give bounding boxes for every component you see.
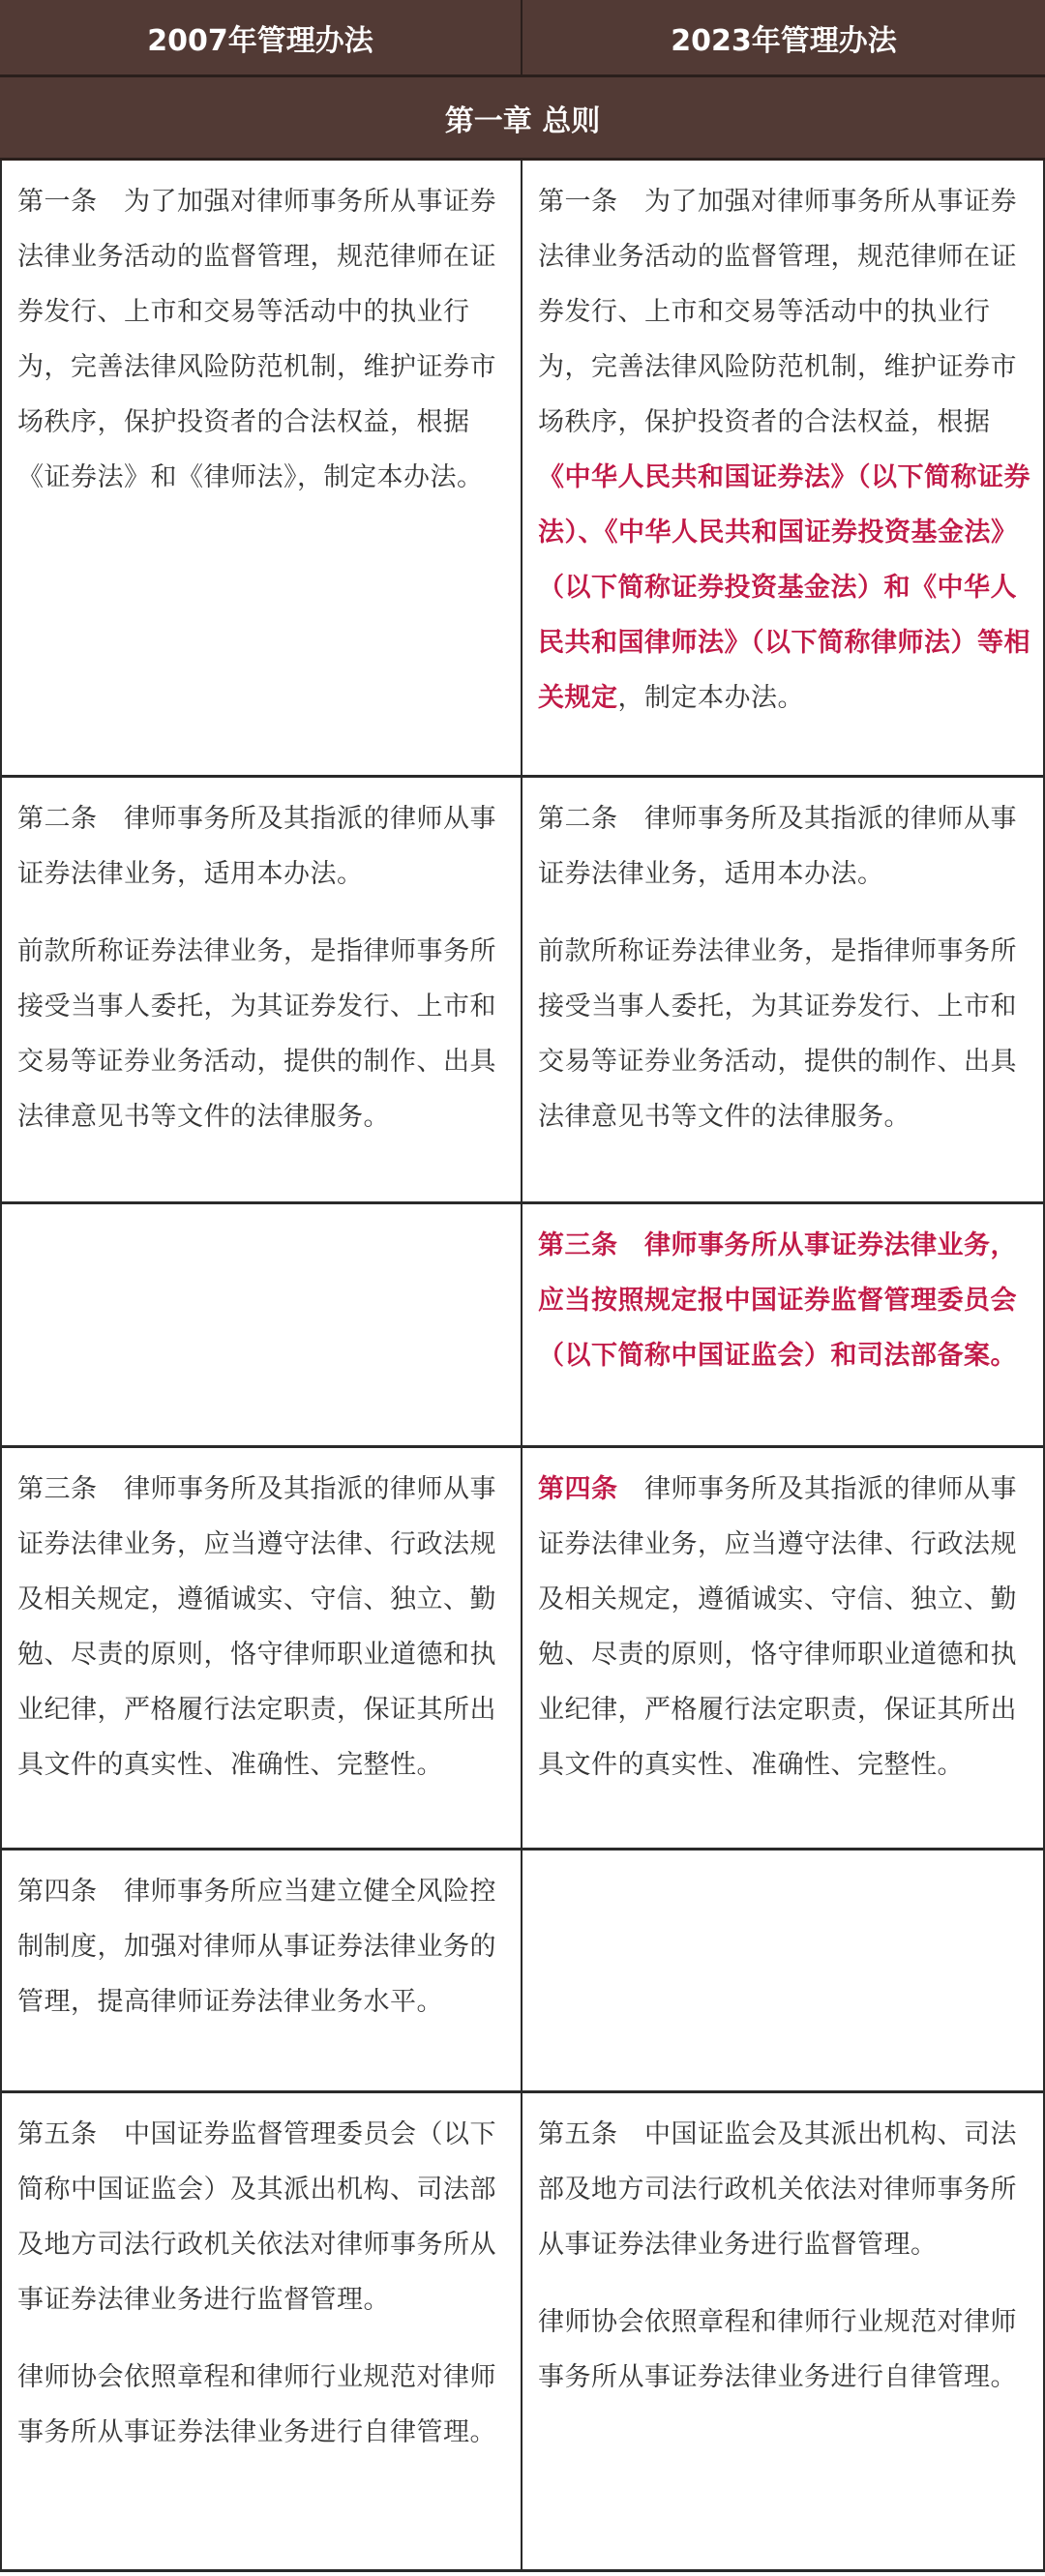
paragraph: 第二条 律师事务所及其指派的律师从事证券法律业务，适用本办法。: [17, 804, 496, 889]
cell-2023: [522, 2093, 1045, 2569]
cell-2023-empty: [522, 1851, 1045, 2090]
paragraph: 第三条 律师事务所及其指派的律师从事证券法律业务，应当遵守法律、行政法规及相关规定，遵循诚实、守信、独立、勤勉、尽责的原则，恪守律师职业道德和执业纪律，严格履行法定职责，保证其所出具文件的真实性、准确性、完整性。: [17, 1474, 496, 1780]
table-row-article-3-4: [0, 1448, 1045, 1851]
text-segment: 第一条 为了加强对律师事务所从事证券法律业务活动的监督管理，规范律师在证券发行、上市和交易等活动中的执业行为，完善法律风险防范机制，维护证券市场秩序，保护投资者的合法权益，根据: [538, 187, 1017, 437]
table-row-new-article-3: [0, 1204, 1045, 1448]
highlighted-change: 第三条 律师事务所从事证券法律业务，应当按照规定报中国证券监督管理委员会（以下简称中国证监会）和司法部备案。: [538, 1230, 1017, 1371]
cell-2023: [522, 1448, 1045, 1848]
cell-2023: [522, 161, 1045, 775]
paragraph: 律师协会依照章程和律师行业规范对律师事务所从事证券法律业务进行自律管理。: [538, 2307, 1017, 2392]
paragraph: 前款所称证券法律业务，是指律师事务所接受当事人委托，为其证券发行、上市和交易等证券业务活动，提供的制作、出具法律意见书等文件的法律服务。: [17, 936, 496, 1132]
cell-2007: [0, 161, 522, 775]
cell-2023: [522, 778, 1045, 1201]
cell-2007: [0, 1851, 522, 2090]
header-2023: 2023年管理办法: [671, 23, 897, 58]
cell-2007: [0, 2093, 522, 2569]
highlighted-change: 《中华人民共和国证券法》（以下简称证券法）、《中华人民共和国证券投资基金法》（以下简称证券投资基金法）和《中华人民共和国律师法》（以下简称律师法）等相关规定: [538, 462, 1030, 713]
cell-2007: [0, 1448, 522, 1848]
chapter-heading: 第一章 总则: [0, 77, 1045, 161]
text-segment: 律师事务所及其指派的律师从事证券法律业务，应当遵守法律、行政法规及相关规定，遵循诚实、守信、独立、勤勉、尽责的原则，恪守律师职业道德和执业纪律，严格履行法定职责，保证其所出具文件的真实性、准确性、完整性。: [538, 1474, 1017, 1780]
table-row-article-5: [0, 2093, 1045, 2572]
paragraph: 前款所称证券法律业务，是指律师事务所接受当事人委托，为其证券发行、上市和交易等证券业务活动，提供的制作、出具法律意见书等文件的法律服务。: [538, 936, 1017, 1132]
cell-2023: [522, 1204, 1045, 1445]
table-row-article-2: [0, 778, 1045, 1204]
cell-2007: [0, 778, 522, 1201]
paragraph: [538, 1462, 1031, 1792]
paragraph: 第五条 中国证监会及其派出机构、司法部及地方司法行政机关依法对律师事务所从事证券法律业务进行监督管理。: [538, 2119, 1017, 2260]
header-2007: 2007年管理办法: [0, 0, 522, 74]
paragraph: 第二条 律师事务所及其指派的律师从事证券法律业务，适用本办法。: [538, 804, 1017, 889]
highlighted-article-number: 第四条: [538, 1474, 618, 1504]
text-segment: ，制定本办法。: [617, 683, 804, 713]
cell-2007-empty: [0, 1204, 522, 1445]
paragraph: 律师协会依照章程和律师行业规范对律师事务所从事证券法律业务进行自律管理。: [17, 2362, 496, 2447]
paragraph: 第四条 律师事务所应当建立健全风险控制制度，加强对律师从事证券法律业务的管理，提高律师证券法律业务水平。: [17, 1877, 496, 2017]
table-row-article-1: [0, 161, 1045, 778]
table-row-article-4-removed: [0, 1851, 1045, 2093]
paragraph: 第一条 为了加强对律师事务所从事证券法律业务活动的监督管理，规范律师在证券发行、上市和交易等活动中的执业行为，完善法律风险防范机制，维护证券市场秩序，保护投资者的合法权益，根据《证券法》和《律师法》，制定本办法。: [17, 187, 496, 492]
paragraph: 第五条 中国证券监督管理委员会（以下简称中国证监会）及其派出机构、司法部及地方司法行政机关依法对律师事务所从事证券法律业务进行监督管理。: [17, 2119, 496, 2315]
header-row: [0, 0, 1045, 77]
paragraph: [538, 174, 1031, 725]
